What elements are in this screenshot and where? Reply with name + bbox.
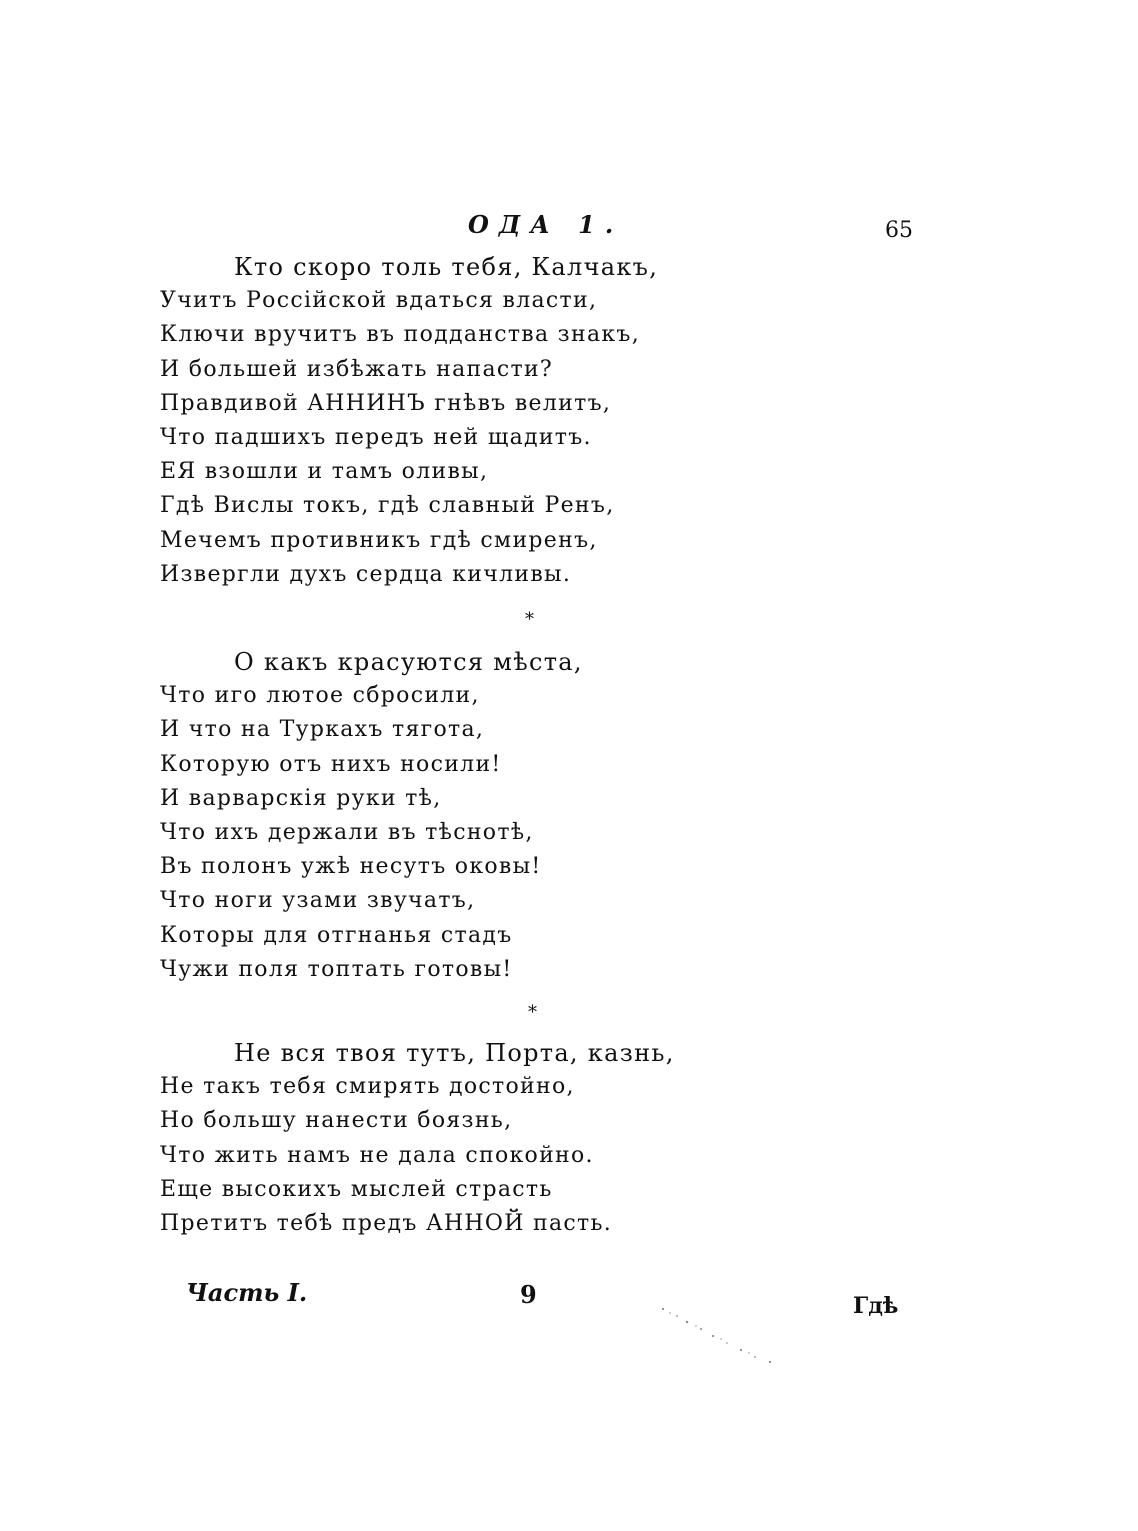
- verse-line: Гдѣ Вислы токъ, гдѣ славный Ренъ,: [160, 493, 615, 519]
- verse-line: Что падшихъ передъ ней щадитъ.: [160, 425, 592, 451]
- verse-line: Чужи поля топтать готовы!: [160, 956, 513, 982]
- verse-line: Что иго лютое сбросили,: [160, 683, 480, 709]
- verse-line: ЕЯ взошли и тамъ оливы,: [160, 459, 489, 485]
- verse-line: Въ полонъ ужѣ несутъ оковы!: [160, 854, 542, 880]
- verse-line: О какъ красуются мѣста,: [234, 648, 583, 676]
- page-number: 65: [885, 218, 913, 243]
- verse-line: Которы для отгнанья стадъ: [160, 922, 513, 948]
- verse-line: Что ноги узами звучатъ,: [160, 888, 476, 914]
- stanza-2: [160, 645, 720, 987]
- catchword: Гдѣ: [853, 1293, 899, 1319]
- signature-part: Часть I.: [186, 1278, 308, 1307]
- verse-line: Не такъ тебя смирять достойно,: [160, 1074, 575, 1100]
- stanza-1: [160, 250, 720, 592]
- verse-line: Ключи вручитъ въ подданства знакъ,: [160, 322, 640, 348]
- page-title: ОДА 1.: [468, 210, 624, 239]
- signature-mark: 9: [520, 1280, 537, 1309]
- stanza-ornament: *: [528, 1002, 537, 1023]
- verse-line: Учитъ Россійской вдаться власти,: [160, 288, 598, 314]
- verse-line: Которую отъ нихъ носили!: [160, 751, 502, 777]
- verse-line: И большей избѣжать напасти?: [160, 356, 554, 382]
- verse-line: Правдивой АННИНЪ гнѣвъ велитъ,: [160, 390, 612, 416]
- verse-line: Претитъ тебѣ предъ АННОЙ пасть.: [160, 1211, 613, 1237]
- verse-line: Что жить намъ не дала спокойно.: [160, 1142, 594, 1168]
- stanza-ornament: *: [525, 609, 534, 630]
- verse-line: Что ихъ держали въ тѣснотѣ,: [160, 820, 534, 846]
- verse-line: Мечемъ противникъ гдѣ смиренъ,: [160, 527, 598, 553]
- verse-line: И варварскія руки тѣ,: [160, 785, 442, 811]
- stanza-3: [160, 1036, 720, 1241]
- verse-line: Кто скоро толь тебя, Калчакъ,: [234, 253, 659, 281]
- verse-line: Извергли духъ сердца кичливы.: [160, 561, 572, 587]
- verse-line: И что на Туркахъ тягота,: [160, 717, 485, 743]
- verse-line: Еще высокихъ мыслей страсть: [160, 1176, 553, 1202]
- paper-speckles: [655, 1302, 785, 1372]
- verse-line: Не вся твоя тутъ, Порта, казнь,: [234, 1039, 675, 1067]
- verse-line: Но большу нанести боязнь,: [160, 1108, 513, 1134]
